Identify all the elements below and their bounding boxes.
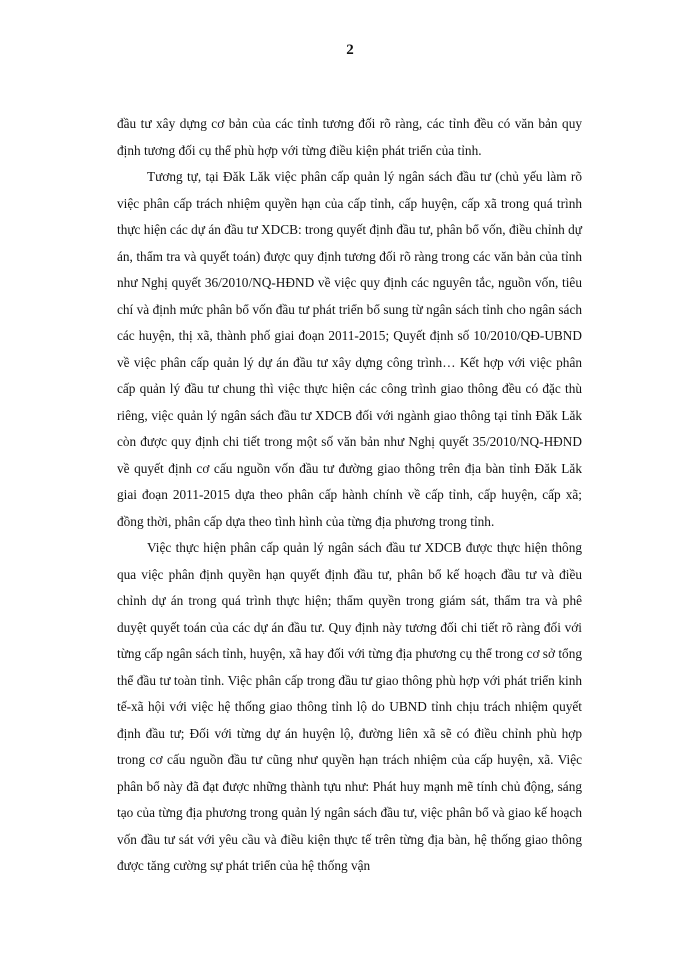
- document-body: [117, 111, 582, 880]
- paragraph-daklak-decentralization: Tương tự, tại Đăk Lăk việc phân cấp quản lý ngân sách đầu tư (chủ yếu làm rõ việc phân cấp trách nhiệm quyền hạn của cấp tỉnh, cấp huyện, cấp xã trong quá trình thực hiện các dự án đầu tư XDCB: trong quyết định đầu tư, phân bổ vốn, điều chỉnh dự án, thẩm tra và quyết toán) được quy định tương đối rõ ràng trong các văn bản của tỉnh như Nghị quyết 36/2010/NQ-HĐND về việc quy định các nguyên tắc, nguồn vốn, tiêu chí và định mức phân bổ vốn đầu tư phát triển bổ sung từ ngân sách tỉnh cho ngân sách các huyện, thị xã, thành phố giai đoạn 2011-2015; Quyết định số 10/2010/QĐ-UBND về việc phân cấp quản lý dự án đầu tư xây dựng công trình… Kết hợp với việc phân cấp quản lý đầu tư chung thì việc thực hiện các công trình giao thông đều có đặc thù riêng, việc quản lý ngân sách đầu tư XDCB đối với ngành giao thông tại tỉnh Đăk Lăk còn được quy định chi tiết trong một số văn bản như Nghị quyết 35/2010/NQ-HĐND về quyết định cơ cấu nguồn vốn đầu tư đường giao thông trên địa bàn tỉnh Đăk Lăk giai đoạn 2011-2015 dựa theo phân cấp hành chính về cấp tỉnh, cấp huyện, cấp xã; đồng thời, phân cấp dựa theo tình hình của từng địa phương trong tỉnh.: [117, 169, 582, 529]
- page-number: 2: [346, 42, 354, 58]
- paragraph-continuation: đầu tư xây dựng cơ bản của các tỉnh tương đối rõ ràng, các tỉnh đều có văn bản quy định tương đối cụ thể phù hợp với từng điều kiện phát triển của tỉnh.: [117, 116, 582, 158]
- paragraph-implementation: Việc thực hiện phân cấp quản lý ngân sách đầu tư XDCB được thực hiện thông qua việc phân định quyền hạn quyết định đầu tư, phân bổ kế hoạch đầu tư và điều chỉnh dự án trong quá trình thực hiện; thẩm quyền trong giám sát, thẩm tra và phê duyệt quyết toán của các dự án đầu tư. Quy định này tương đối chi tiết rõ ràng đối với từng cấp ngân sách tỉnh, huyện, xã hay đối với từng địa phương cụ thể trong cơ sở tổng thể đầu tư toàn tỉnh. Việc phân cấp trong đầu tư giao thông phù hợp với phát triển kinh tế-xã hội với việc hệ thống giao thông tỉnh lộ do UBND tỉnh chịu trách nhiệm quyết định đầu tư; Đối với từng dự án huyện lộ, đường liên xã sẽ có điều chỉnh phù hợp trong cơ cấu nguồn đầu tư cũng như quyền hạn trách nhiệm của cấp huyện, xã. Việc phân bổ này đã đạt được những thành tựu như: Phát huy mạnh mẽ tính chủ động, sáng tạo của từng địa phương trong quản lý ngân sách đầu tư, việc phân bổ và giao kế hoạch vốn đầu tư sát với yêu cầu và điều kiện thực tế trên từng địa bàn, hệ thống giao thông được tăng cường sự phát triển của hệ thống vận: [117, 540, 582, 873]
